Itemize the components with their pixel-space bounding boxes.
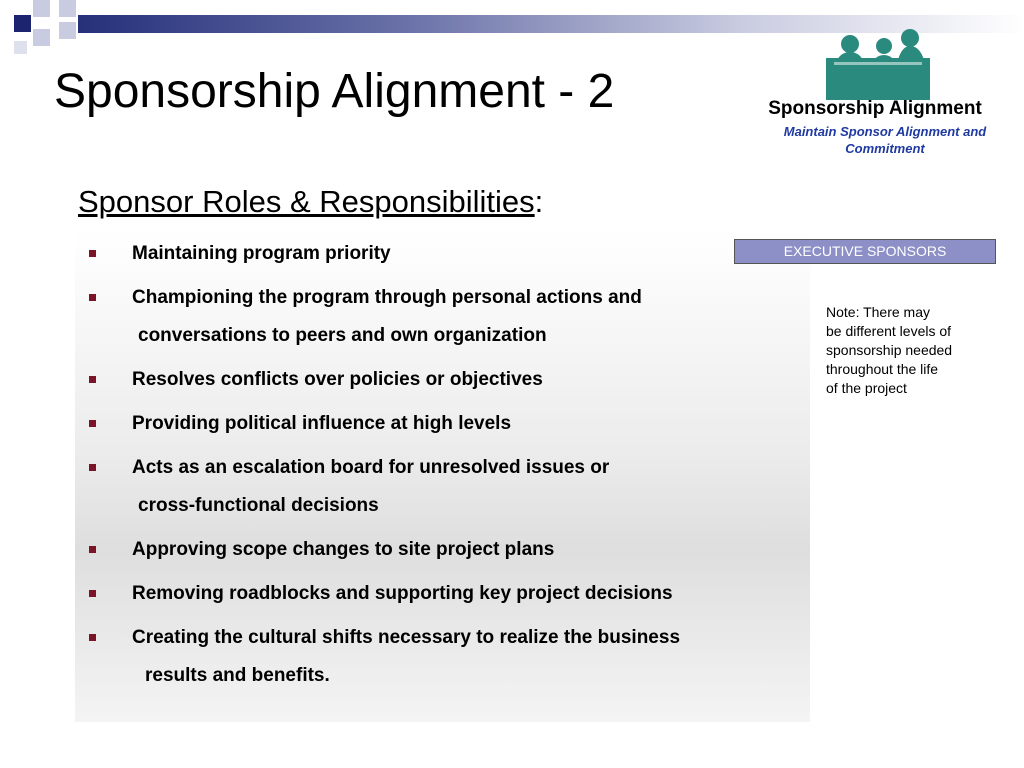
bullet-text: Acts as an escalation board for unresolved issues or [132, 457, 610, 478]
decor-square [14, 41, 27, 54]
list-item [86, 361, 806, 399]
decor-square [59, 22, 76, 39]
bullet-square-icon [89, 376, 96, 383]
bullet-text: Creating the cultural shifts necessary to realize the business [132, 627, 681, 648]
list-item [86, 531, 806, 569]
bullet-continuation: results and benefits. [145, 665, 330, 686]
decor-square [59, 0, 76, 17]
bullet-square-icon [89, 464, 96, 471]
logo-subtitle: Maintain Sponsor Alignment and Commitment [783, 124, 987, 156]
bullet-text-continued [132, 317, 806, 355]
responsibilities-list [86, 235, 806, 695]
list-item [86, 405, 806, 443]
bullet-square-icon [89, 250, 96, 257]
bullet-text: Championing the program through personal actions and [132, 287, 642, 308]
bullet-continuation: cross-functional decisions [138, 495, 379, 516]
bullet-square-icon [89, 294, 96, 301]
decor-square [33, 0, 50, 17]
bullet-continuation: conversations to peers and own organization [138, 325, 547, 346]
bullet-text: Providing political influence at high levels [132, 413, 512, 434]
bullet-square-icon [89, 546, 96, 553]
logo-title: Sponsorship Alignment [768, 98, 982, 119]
list-item [86, 279, 806, 355]
bullet-text: Maintaining program priority [132, 243, 391, 264]
bullet-square-icon [89, 590, 96, 597]
decor-square [33, 29, 50, 46]
list-item [86, 575, 806, 613]
list-item [86, 449, 806, 525]
note-text: Note: There may be different levels of sponsorship needed throughout the life of the project [826, 304, 953, 396]
people-group-icon [824, 28, 932, 100]
bullet-square-icon [89, 420, 96, 427]
bullet-text-continued [132, 487, 806, 525]
executive-sponsors-label: EXECUTIVE SPONSORS [734, 239, 996, 264]
bullet-square-icon [89, 634, 96, 641]
bullet-text: Removing roadblocks and supporting key project decisions [132, 583, 673, 604]
bullet-text: Resolves conflicts over policies or objectives [132, 369, 543, 390]
decor-square [14, 15, 31, 32]
bullet-text-continued [132, 657, 806, 695]
list-item [86, 619, 806, 695]
subheading-text: Sponsor Roles & Responsibilities [78, 184, 535, 219]
slide-title: Sponsorship Alignment - 2 [54, 65, 615, 118]
section-subheading [78, 184, 543, 220]
sponsorship-logo [740, 26, 1010, 166]
list-item [86, 235, 806, 273]
subheading-colon: : [534, 184, 544, 219]
bullet-text: Approving scope changes to site project plans [132, 539, 555, 560]
